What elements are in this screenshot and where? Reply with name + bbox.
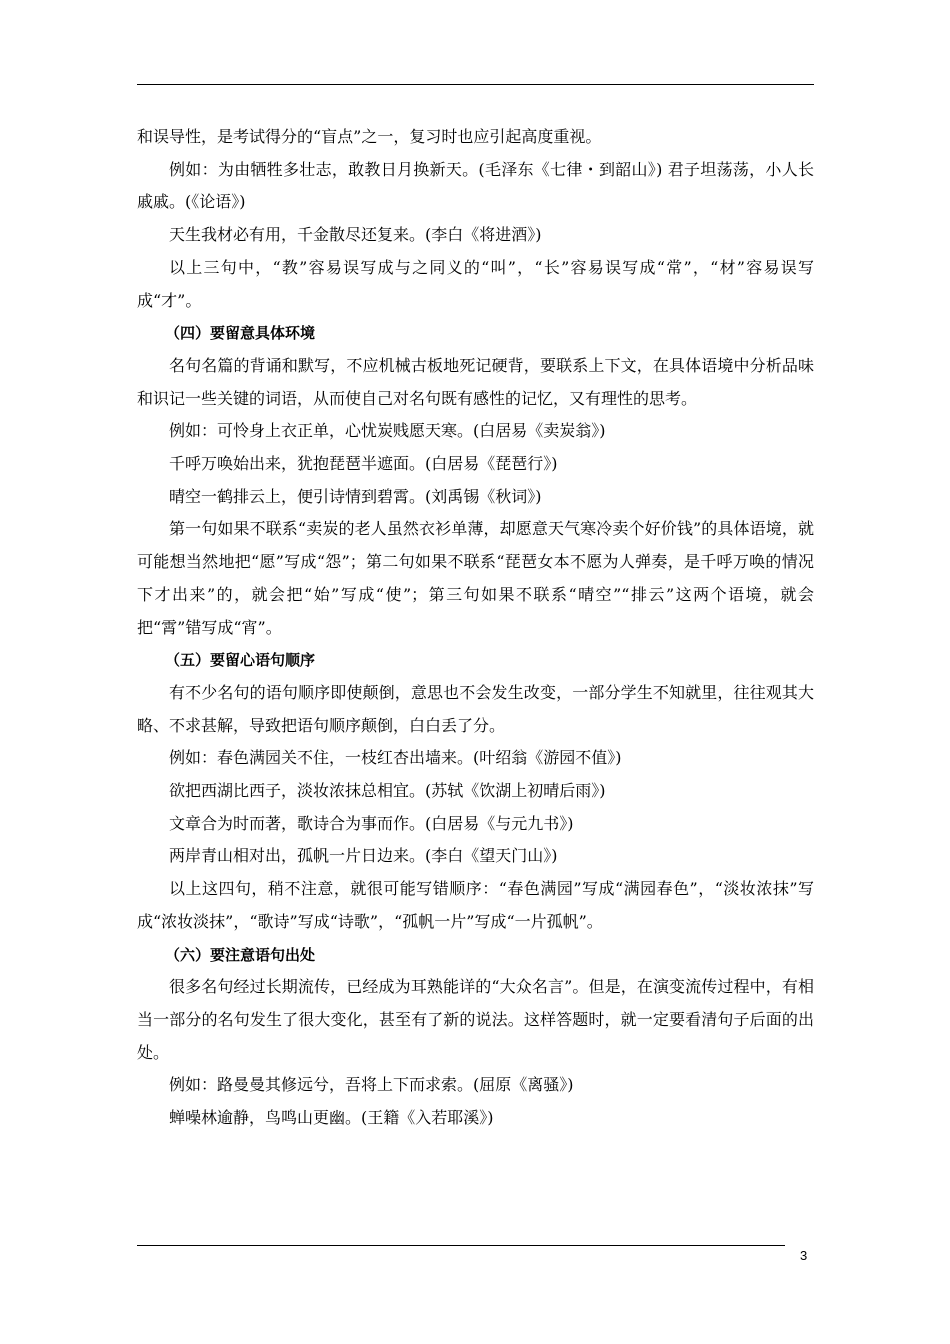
section-heading-5: （五）要留心语句顺序 bbox=[165, 651, 316, 670]
header-rule bbox=[137, 84, 814, 85]
example-line: 例如：路曼曼其修远兮，吾将上下而求索。(屈原《离骚》) bbox=[169, 1075, 574, 1095]
body-paragraph: 很多名句经过长期流传，已经成为耳熟能详的“大众名言”。但是，在演变流传过程中，有相当一部分的名句发生了很大变化，甚至有了新的说法。这样答题时，就一定要看清句子后面的出处。 bbox=[137, 977, 814, 1062]
example-line: 例如：为由牺牲多壮志，敢教日月换新天。(毛泽东《七律・到韶山》) 君子坦荡荡，小人长戚戚。(《论语》) bbox=[137, 159, 814, 212]
section-heading-6: （六）要注意语句出处 bbox=[165, 945, 316, 964]
section-heading-4: （四）要留意具体环境 bbox=[165, 324, 316, 343]
example-line: 晴空一鹤排云上，便引诗情到碧霄。(刘禹锡《秋词》) bbox=[169, 486, 542, 506]
explanation-paragraph: 以上这四句，稍不注意，就很可能写错顺序：“春色满园”写成“满园春色”，“淡妆浓抹”写成“浓妆淡抹”，“歌诗”写成“诗歌”，“孤帆一片”写成“一片孤帆”。 bbox=[137, 879, 814, 931]
page-number: 3 bbox=[800, 1248, 808, 1263]
example-line: 蝉噪林逾静，鸟鸣山更幽。(王籍《入若耶溪》) bbox=[169, 1108, 494, 1128]
body-paragraph: 有不少名句的语句顺序即使颠倒，意思也不会发生改变，一部分学生不知就里，往往观其大略、不求甚解，导致把语句顺序颠倒，白白丢了分。 bbox=[137, 682, 814, 735]
example-line: 例如：春色满园关不住，一枝红杏出墙来。(叶绍翁《游园不值》) bbox=[169, 748, 622, 768]
footer-rule bbox=[137, 1245, 785, 1246]
body-paragraph: 名句名篇的背诵和默写，不应机械古板地死记硬背，要联系上下文，在具体语境中分析品味和识记一些关键的词语，从而使自己对名句既有感性的记忆，又有理性的思考。 bbox=[137, 355, 814, 408]
example-line: 欲把西湖比西子，淡妆浓抹总相宜。(苏轼《饮湖上初晴后雨》) bbox=[169, 781, 606, 801]
example-line: 天生我材必有用，千金散尽还复来。(李白《将进酒》) bbox=[169, 225, 542, 245]
example-line: 千呼万唤始出来，犹抱琵琶半遮面。(白居易《琵琶行》) bbox=[169, 454, 558, 474]
explanation-paragraph: 以上三句中，“教”容易误写成与之同义的“叫”，“长”容易误写成“常”，“材”容易误写成“才”。 bbox=[137, 257, 814, 310]
example-line: 文章合为时而著，歌诗合为事而作。(白居易《与元九书》) bbox=[169, 813, 574, 833]
explanation-paragraph: 第一句如果不联系“卖炭的老人虽然衣衫单薄，却愿意天气寒冷卖个好价钱”的具体语境，就可能想当然地把“愿”写成“怨”；第二句如果不联系“琵琶女本不愿为人弹奏，是千呼万唤的情况下才出来”的，就会把“始”写成“使”；第三句如果不联系“晴空”“排云”这两个语境，就会把“霄”错写成“宵”。 bbox=[137, 519, 814, 637]
document-body bbox=[137, 121, 814, 1135]
example-line: 两岸青山相对出，孤帆一片日边来。(李白《望天门山》) bbox=[169, 846, 558, 866]
paragraph-continued: 和误导性，是考试得分的“盲点”之一，复习时也应引起高度重视。 bbox=[137, 127, 602, 146]
example-line: 例如：可怜身上衣正单，心忧炭贱愿天寒。(白居易《卖炭翁》) bbox=[169, 421, 606, 441]
